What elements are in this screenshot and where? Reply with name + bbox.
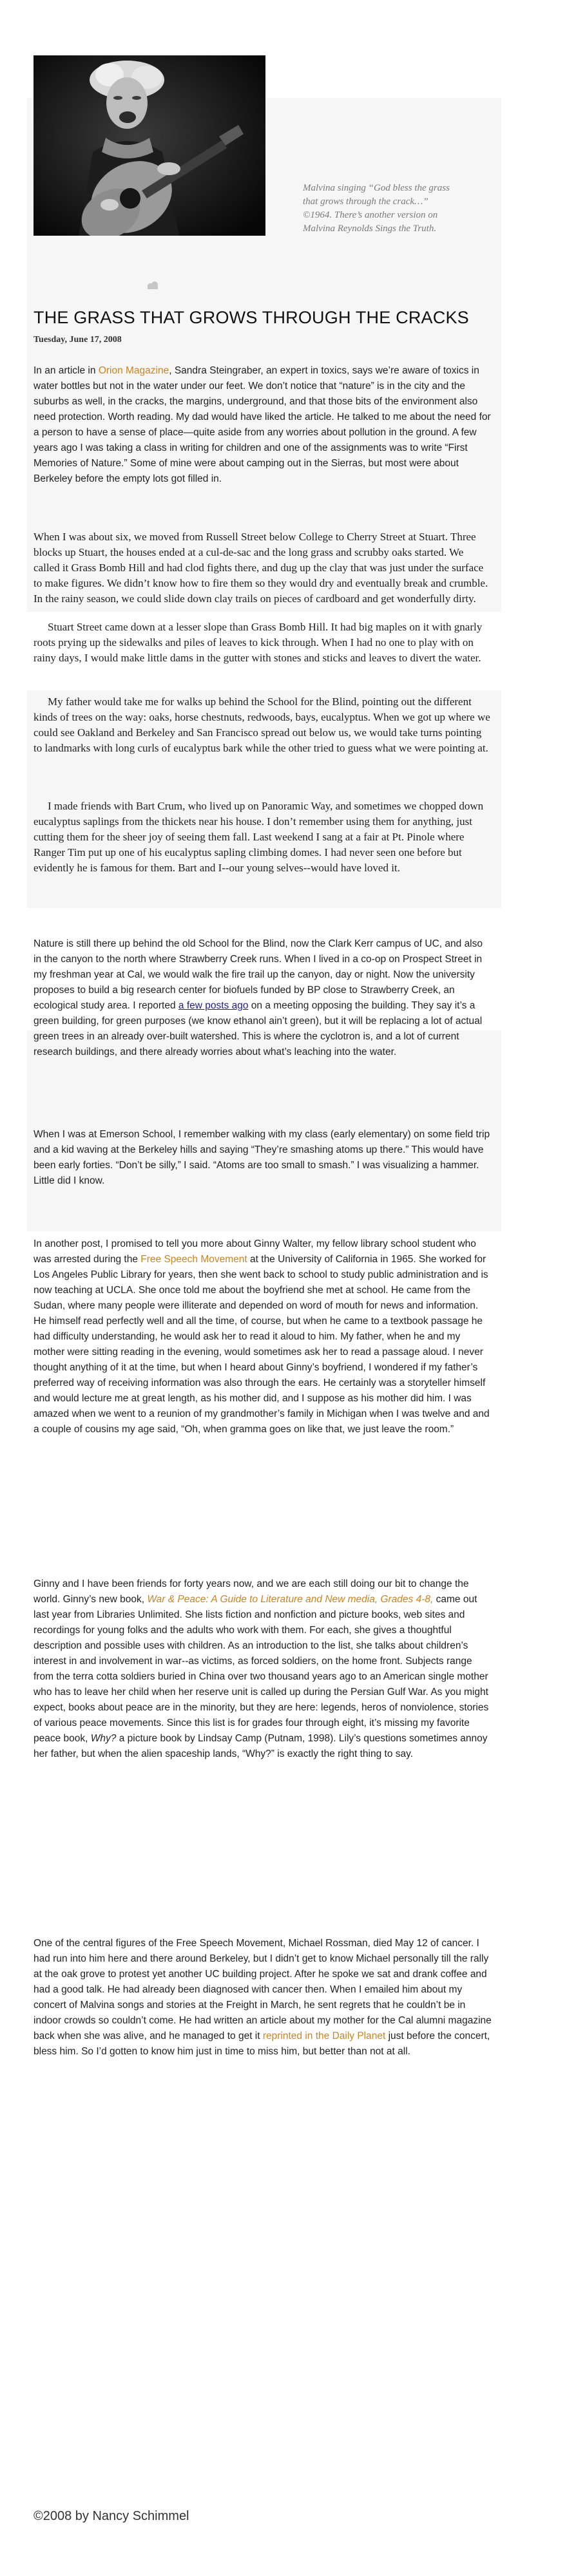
orion-magazine-link[interactable]: Orion Magazine xyxy=(98,365,169,376)
photo-caption: Malvina singing “God bless the grass that grows through the crack…” ©1964. There’s another version on Malvina Reynolds Sings the Truth. xyxy=(303,183,450,234)
post-title: THE GRASS THAT GROWS THROUGH THE CRACKS xyxy=(34,308,469,327)
paragraph-4: My father would take me for walks up behind the School for the Blind, pointing out the different kinds of trees on the way: oaks, horse chestnuts, redwoods, bays, eucalyptus. When we got up where we could see Oakland and Berkeley and San Francisco spread out below us, we would take turns pointing to landmarks with long curls of eucalyptus bark while the other tried to guess what we were pointing at. xyxy=(34,696,490,754)
paragraph-6-text-b: on a meeting opposing the building. They say it’s a green building, for green purposes (we know ethanol ain’t green), but it will be replacing a lot of actual green trees in an already over-built watershed. This is where the cyclotron is, and a lot of current research buildings, and there already worries about what’s leaching into the water. xyxy=(34,1000,483,1057)
daily-planet-link[interactable]: reprinted in the Daily Planet xyxy=(262,2031,386,2041)
paragraph-6-text-a: Nature is still there up behind the old School for the Blind, now the Clark Kerr campus of UC, and also in the canyon to the north where Strawberry Creek runs. When I lived in a co-op on Prospect Street in my freshman year at Cal, we would walk the fire trail up the canyon, day or night. Now the university proposes to build a big research center for biofuels funded by BP close to Strawberry Creek, an ecological study area. I reported xyxy=(34,938,483,1011)
malvina-photo xyxy=(34,55,265,236)
paragraph-3: Stuart Street came down at a lesser slope than Grass Bomb Hill. It had big maples on it with gnarly roots prying up the sidewalks and piles of leaves to kick through. When I had no one to play with on rainy days, I would make little dams in the gutter with stones and sticks and leaves to divert the water. xyxy=(34,621,483,664)
paragraph-7: When I was at Emerson School, I remember walking with my class (early elementary) on some field trip and a kid waving at the Berkeley hills and saying “They’re smashing atoms up there.” This would have been early forties. “Don’t be silly,” I said. “Atoms are too small to smash.” I was visualizing a hammer. Little did I know. xyxy=(34,1129,490,1186)
why-book-title: Why? xyxy=(90,1733,117,1744)
post-date: Tuesday, June 17, 2008 xyxy=(34,335,122,345)
paragraph-10-text-b: just before the concert, bless him. So I’d gotten to know him just in time to miss him, but better than not at all. xyxy=(34,2031,490,2057)
paragraph-8 xyxy=(34,1236,492,1437)
share-icon-glyph xyxy=(146,278,160,292)
free-speech-movement-link[interactable]: Free Speech Movement xyxy=(140,1254,247,1265)
photo-drawing xyxy=(34,55,265,236)
paragraph-6 xyxy=(34,936,492,1060)
paragraph-9-text-c: a picture book by Lindsay Camp (Putnam, 1998). Lily’s questions sometimes annoy her father, but when the alien spaceship lands, “Why?” is exactly the right thing to say. xyxy=(34,1733,488,1759)
paragraph-1 xyxy=(34,363,492,487)
paragraph-10-text-a: One of the central figures of the Free Speech Movement, Michael Rossman, died May 12 of cancer. I had run into him here and there around Berkeley, but I didn’t get to know Michael personally till the rally at the oak grove to protest yet another UC building project. After he spoke we sat and drank coffee and had a good talk. He had already been diagnosed with cancer then. When I emailed him about my concert of Malvina songs and stories at the Freight in March, he sent regrets that he couldn’t be in indoor crowds so couldn’t come. He had written an article about my mother for the Cal alumni magazine back when she was alive, and he managed to get it xyxy=(34,1938,492,2041)
paragraph-1-text-b: , Sandra Steingraber, an expert in toxics, says we’re aware of toxics in water bottles but not in the water under our feet. We don’t notice that “nature” is in the city and the suburbs as well, in the cracks, the margins, underground, and that those bits of the environment also need protection. Worth reading. My dad would have liked the article. He talked to me about the need for a person to have a sense of place—quite aside from any worries about pollution in the ground. A few years ago I was taking a class in writing for children and one of the assignments was to write “First Memories of Nature.” Some of mine were about camping out in the Sierras, but most were about Berkeley before the empty lots got filled in. xyxy=(34,365,491,484)
paragraph-1-text-a: In an article in xyxy=(34,365,99,376)
paragraph-9-text-b: came out last year from Libraries Unlimited. She lists fiction and nonfiction and picture books, web sites and recordings for young folks and the adults who work with them. For each, she gives a thoughtful description and possible uses with children. As an introduction to the list, she talks about children’s interest in and involvement in war--as victims, as forced soldiers, on the home front. Subjects range from the terra cotta soldiers buried in China over two thousand years ago to an American single mother who has to leave her child when her reserve unit is called up during the Persian Gulf War. As you might expect, books about peace are in the minority, but they are here: legends, heros of nonviolence, stories of various peace movements. Since this list is for grades four through eight, it’s missing my favorite peace book, xyxy=(34,1594,489,1744)
paragraph-9 xyxy=(34,1577,492,1762)
paragraph-2: When I was about six, we moved from Russell Street below College to Cherry Street at Stuart. Three blocks up Stuart, the houses ended at a cul-de-sac and the long grass and scrubby oaks started. We called it Grass Bomb Hill and had clod fights there, and dug up the clay that was just under the surface to make figures. We didn’t know how to fire them so they would dry and eventually break and crumble. In the rainy season, we could slide down clay trails on pieces of cardboard and get wonderfully dirty. xyxy=(34,531,488,605)
paragraph-9-text-a: Ginny and I have been friends for forty years now, and we are each still doing our bit to change the world. Ginny’s new book, xyxy=(34,1578,469,1605)
share-icon[interactable] xyxy=(146,278,160,292)
war-and-peace-book-link[interactable]: War & Peace: A Guide to Literature and New media, Grades 4-8, xyxy=(147,1594,434,1605)
copyright-footer: ©2008 by Nancy Schimmel xyxy=(34,2509,189,2523)
paragraph-8-text-b: at the University of California in 1965. She worked for Los Angeles Public Library for years, then she went back to school to study public administration and is now teaching at UCLA. She once told me about the boyfriend she met at school. He came from the Sudan, where many people were illiterate and depended on word of mouth for news and information. He himself read perfectly well and all the time, of course, but when he came to a textbook passage he had difficulty understanding, he would ask her to read it aloud to him. My father, when he and my mother were sitting reading in the evening, would sometimes ask her to read a passage aloud. I never thought anything of it at the time, but when I heard about Ginny’s boyfriend, I wondered if my father’s preferred way of receiving information was also through the ears. He certainly was a storyteller himself and would lecture me at great length, as his mother did, and I suppose as his mother did him. I was amazed when we went to a reunion of my grandmother’s family in Michigan when I was twelve and and a couple of cousins my age said, “Oh, when gramma goes on like that, we just leave the room.” xyxy=(34,1254,490,1435)
few-posts-ago-link[interactable]: a few posts ago xyxy=(178,1000,249,1011)
paragraph-10 xyxy=(34,1936,492,2060)
paragraph-8-text-a: In another post, I promised to tell you more about Ginny Walter, my fellow library school student who was arrested during the xyxy=(34,1238,476,1265)
paragraph-5: I made friends with Bart Crum, who lived up on Panoramic Way, and sometimes we chopped down eucalyptus saplings from the thickets near his house. I don’t remember using them for anything, just cutting them for the sheer joy of seeing them fall. Last weekend I sang at a fair at Pt. Pinole where Ranger Tim put up one of his eucalyptus sapling climbing domes. I had never seen one before but evidently he is famous for them. Bart and I--our young selves--would have loved it. xyxy=(34,800,484,874)
